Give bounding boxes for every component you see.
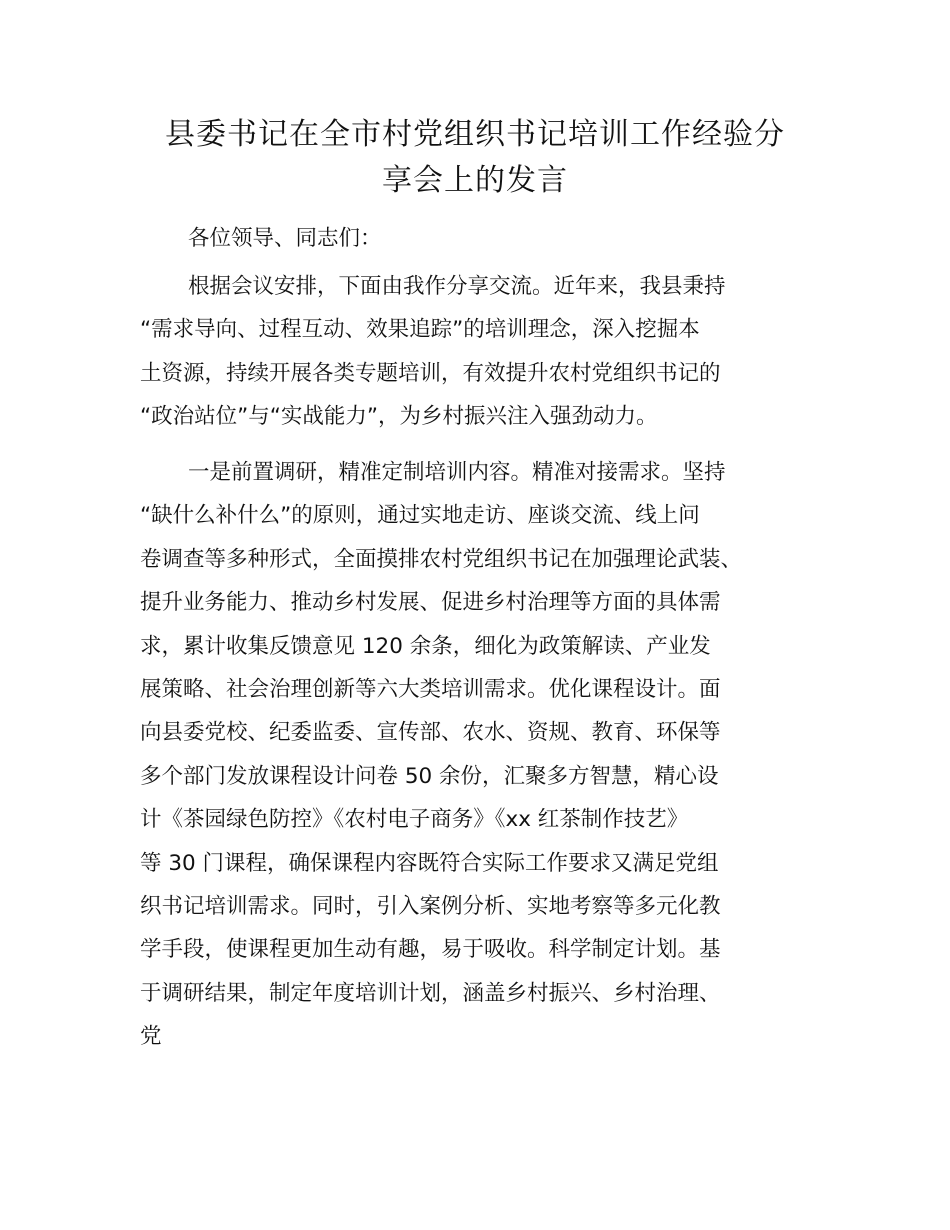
text-line: 学手段，使课程更加生动有趣，易于吸收。科学制定计划。基 (140, 937, 721, 963)
salutation-line: 各位领导、同志们： (188, 226, 382, 251)
text-line: 织书记培训需求。同时，引入案例分析、实地考察等多元化教 (140, 893, 721, 919)
text-line: 提升业务能力、推动乡村发展、促进乡村治理等方面的具体需 (140, 590, 721, 616)
text-line: 一是前置调研，精准定制培训内容。精准对接需求。坚持 (188, 460, 726, 485)
title-line: 享会上的发言 (382, 163, 568, 198)
text-line: 向县委党校、纪委监委、宣传部、农水、资规、教育、环保等 (140, 720, 721, 746)
text-line: 求，累计收集反馈意见 120 余条，细化为政策解读、产业发 (140, 633, 711, 659)
text-line: “缺什么补什么”的原则，通过实地走访、座谈交流、线上问 (140, 503, 700, 529)
salutation (140, 217, 830, 260)
document-title (130, 112, 820, 204)
text-line: 土资源，持续开展各类专题培训，有效提升农村党组织书记的 (140, 360, 721, 386)
text-line: 多个部门发放课程设计问卷 50 余份，汇聚多方智慧，精心设 (140, 763, 719, 789)
text-line: 党 (140, 1024, 162, 1050)
text-line: “需求导向、过程互动、效果追踪”的培训理念，深入挖掘本 (140, 317, 700, 343)
text-line: 等 30 门课程，确保课程内容既符合实际工作要求又满足党组 (140, 850, 719, 876)
paragraph-intro (140, 265, 830, 439)
text-line: 根据会议安排，下面由我作分享交流。近年来，我县秉持 (188, 274, 726, 299)
text-line: 于调研结果，制定年度培训计划，涵盖乡村振兴、乡村治理、 (140, 980, 721, 1006)
text-line: 卷调查等多种形式，全面摸排农村党组织书记在加强理论武装、 (140, 546, 743, 572)
title-line: 县委书记在全市村党组织书记培训工作经验分 (165, 117, 785, 152)
text-line: “政治站位”与“实战能力”，为乡村振兴注入强劲动力。 (140, 404, 658, 430)
text-line: 展策略、社会治理创新等六大类培训需求。优化课程设计。面 (140, 676, 721, 702)
text-line: 计《茶园绿色防控》《农村电子商务》《xx 红茶制作技艺》 (140, 807, 689, 833)
paragraph-research (140, 451, 830, 1058)
